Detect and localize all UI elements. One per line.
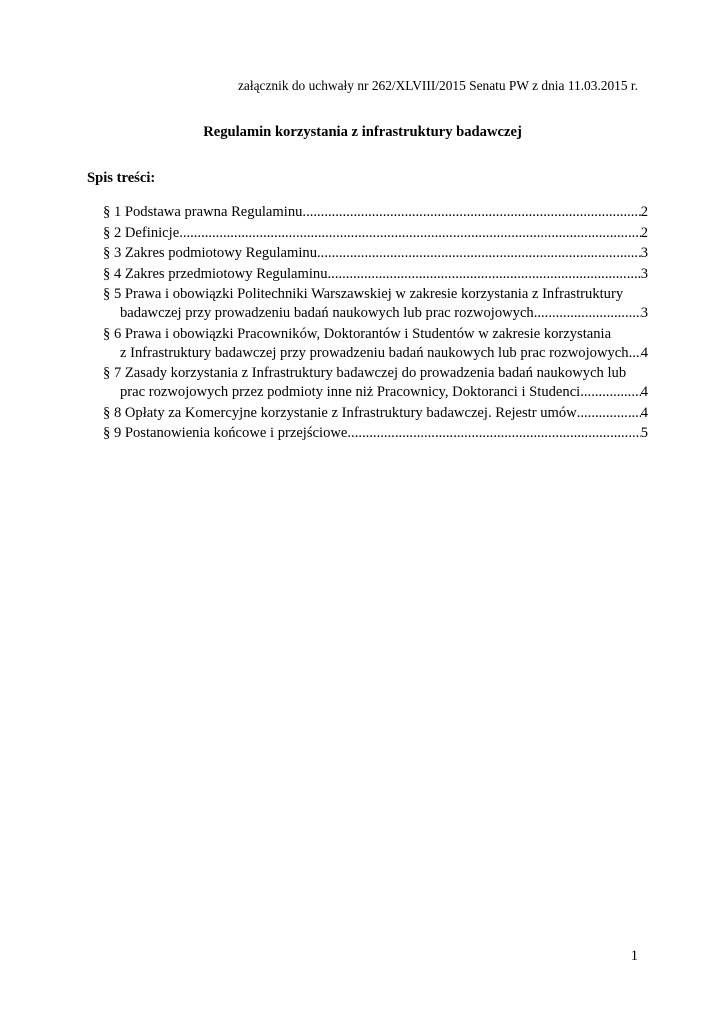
toc-leader-dots: [347, 424, 640, 443]
toc-leader-dots: [302, 203, 640, 222]
toc-entry-line: [103, 224, 648, 243]
toc-page-number: 4: [640, 404, 648, 421]
toc-leader-dots: [580, 383, 640, 402]
toc-leader-dots: [534, 304, 641, 323]
attachment-note: załącznik do uchwały nr 262/XLVIII/2015 Senatu PW z dnia 11.03.2015 r.: [237, 78, 638, 93]
toc-page-number: 3: [640, 305, 648, 321]
toc-leader-dots: [328, 265, 641, 284]
page-number: 1: [630, 948, 638, 964]
toc-heading: Spis treści:: [87, 170, 156, 186]
toc-entry[interactable]: [103, 364, 648, 402]
toc-entry[interactable]: [103, 265, 648, 284]
toc-entry[interactable]: [103, 224, 648, 243]
toc-entry-text: § 9 Postanowienia końcowe i przejściowe: [103, 425, 348, 441]
toc-entry-line: [103, 325, 648, 344]
toc-entry[interactable]: [103, 285, 648, 323]
toc-page-number: 3: [640, 245, 648, 261]
toc-entry[interactable]: [103, 404, 648, 423]
toc-entry-text: § 1 Podstawa prawna Regulaminu: [103, 204, 303, 220]
toc-leader-dots: [179, 224, 641, 243]
toc-entry-text: badawczej przy prowadzeniu badań naukowych lub prac rozwojowych: [120, 305, 534, 321]
toc-entry-text: z Infrastruktury badawczej przy prowadzeniu badań naukowych lub prac rozwojowych: [120, 344, 629, 361]
toc-entry-text: § 5 Prawa i obowiązki Politechniki Warszawskiej w zakresie korzystania z Infrastruktury: [103, 286, 624, 302]
toc-entry-line: [103, 383, 648, 402]
toc-entry[interactable]: [103, 325, 648, 363]
toc-entry-line: [103, 244, 648, 263]
toc-entry-line: [103, 424, 648, 443]
toc-entry-line: [103, 304, 648, 323]
toc-leader-dots: [577, 404, 641, 423]
toc-page-number: 2: [640, 224, 648, 241]
toc-entry-line: [103, 203, 648, 222]
toc-entry-line: [103, 344, 648, 363]
toc-entry-text: § 6 Prawa i obowiązki Pracowników, Doktorantów i Studentów w zakresie korzystania: [103, 325, 612, 342]
toc-entry-text: § 8 Opłaty za Komercyjne korzystanie z Infrastruktury badawczej. Rejestr umów: [103, 404, 577, 421]
toc-entry-text: § 3 Zakres podmiotowy Regulaminu: [103, 245, 318, 261]
toc-entry-line: [103, 364, 648, 383]
toc-entry-text: prac rozwojowych przez podmioty inne niż Pracownicy, Doktoranci i Studenci: [120, 384, 581, 400]
toc-entry-text: § 7 Zasady korzystania z Infrastruktury badawczej do prowadzenia badań naukowych lub: [103, 365, 627, 381]
table-of-contents: [103, 203, 648, 445]
toc-leader-dots: [629, 344, 641, 363]
toc-entry[interactable]: [103, 424, 648, 443]
toc-entry-line: [103, 404, 648, 423]
toc-entry-text: § 4 Zakres przedmiotowy Regulaminu: [103, 265, 328, 282]
toc-page-number: 3: [640, 265, 648, 282]
toc-entry-line: [103, 285, 648, 304]
toc-entry[interactable]: [103, 203, 648, 222]
toc-page-number: 2: [640, 204, 648, 220]
toc-page-number: 4: [640, 344, 648, 361]
toc-page-number: 5: [640, 425, 648, 441]
toc-entry-line: [103, 265, 648, 284]
toc-entry-text: § 2 Definicje: [103, 224, 180, 241]
toc-entry[interactable]: [103, 244, 648, 263]
toc-page-number: 4: [640, 384, 648, 400]
toc-leader-dots: [317, 244, 641, 263]
document-title: Regulamin korzystania z infrastruktury badawczej: [203, 124, 522, 140]
